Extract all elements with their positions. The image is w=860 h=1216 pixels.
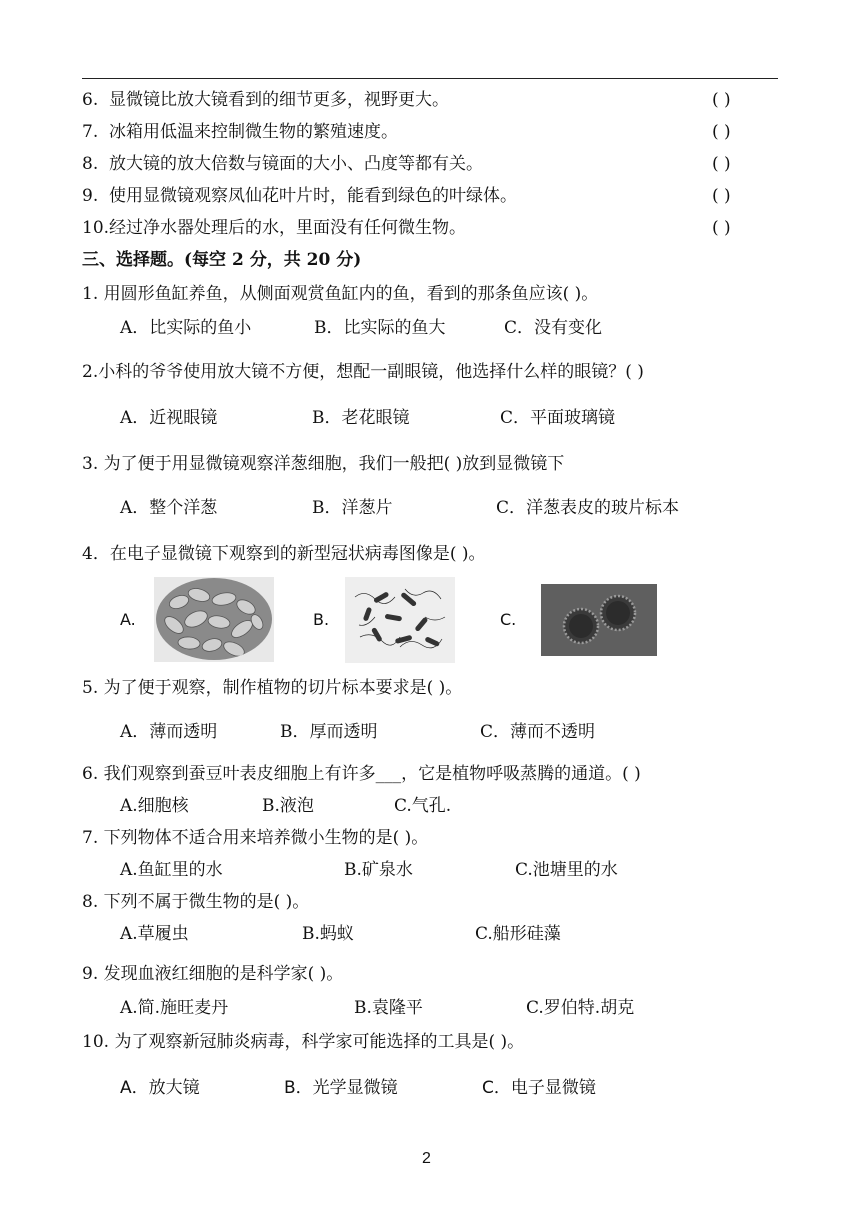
- option-a[interactable]: A.简.施旺麦丹: [120, 998, 229, 1018]
- option-b[interactable]: B.液泡: [262, 796, 314, 816]
- option-b[interactable]: B．洋葱片: [312, 498, 393, 518]
- answer-paren[interactable]: ( ): [712, 218, 731, 238]
- bacteria-micrograph-image: [154, 577, 274, 662]
- page-number: 2: [422, 1150, 431, 1167]
- option-b[interactable]: B．光学显微镜: [284, 1078, 398, 1098]
- option-a[interactable]: A.: [120, 610, 136, 629]
- question-7: 7. 下列物体不适合用来培养微小生物的是( )。: [82, 828, 429, 848]
- question-8: 8. 下列不属于微生物的是( )。: [82, 892, 310, 912]
- question-4: 4．在电子显微镜下观察到的新型冠状病毒图像是( )。: [82, 544, 486, 564]
- question-3: 3. 为了便于用显微镜观察洋葱细胞，我们一般把( )放到显微镜下: [82, 454, 565, 474]
- question-9: 9. 发现血液红细胞的是科学家( )。: [82, 964, 344, 984]
- option-c[interactable]: C．洋葱表皮的玻片标本: [496, 498, 680, 518]
- option-c[interactable]: C.船形硅藻: [475, 924, 561, 944]
- option-a[interactable]: A.鱼缸里的水: [120, 860, 223, 880]
- option-c[interactable]: C．电子显微镜: [482, 1078, 596, 1098]
- judgement-item-7: 7. 冰箱用低温来控制微生物的繁殖速度。: [82, 122, 399, 142]
- option-c[interactable]: C．平面玻璃镜: [500, 408, 616, 428]
- option-c[interactable]: C．薄而不透明: [480, 722, 596, 742]
- option-b[interactable]: B.蚂蚁: [302, 924, 354, 944]
- header-rule: [82, 78, 778, 79]
- coronavirus-micrograph-image: [541, 584, 657, 656]
- option-a[interactable]: A．近视眼镜: [120, 408, 218, 428]
- judgement-item-9: 9. 使用显微镜观察凤仙花叶片时，能看到绿色的叶绿体。: [82, 186, 518, 206]
- option-a[interactable]: A．比实际的鱼小: [120, 318, 252, 338]
- bacteria-flagella-image: [345, 577, 455, 663]
- option-b[interactable]: B．比实际的鱼大: [314, 318, 446, 338]
- question-2: 2.小科的爷爷使用放大镜不方便，想配一副眼镜，他选择什么样的眼镜？( ): [82, 362, 644, 382]
- option-c[interactable]: C.: [500, 610, 517, 629]
- option-b[interactable]: B.矿泉水: [344, 860, 413, 880]
- answer-paren[interactable]: ( ): [712, 90, 731, 110]
- option-b[interactable]: B．厚而透明: [280, 722, 378, 742]
- judgement-item-8: 8. 放大镜的放大倍数与镜面的大小、凸度等都有关。: [82, 154, 484, 174]
- option-a[interactable]: A．放大镜: [120, 1078, 200, 1098]
- option-a[interactable]: A.草履虫: [120, 924, 189, 944]
- option-a[interactable]: A．整个洋葱: [120, 498, 218, 518]
- question-6: 6. 我们观察到蚕豆叶表皮细胞上有许多___，它是植物呼吸蒸腾的通道。( ): [82, 764, 641, 784]
- option-a[interactable]: A．薄而透明: [120, 722, 218, 742]
- option-c[interactable]: C.罗伯特.胡克: [526, 998, 635, 1018]
- option-a[interactable]: A.细胞核: [120, 796, 189, 816]
- question-10: 10. 为了观察新冠肺炎病毒，科学家可能选择的工具是( )。: [82, 1032, 525, 1052]
- answer-paren[interactable]: ( ): [712, 122, 731, 142]
- option-c[interactable]: C.池塘里的水: [515, 860, 618, 880]
- answer-paren[interactable]: ( ): [712, 154, 731, 174]
- section-title: 三、选择题。(每空 2 分，共 20 分): [82, 250, 362, 270]
- option-b[interactable]: B.袁隆平: [354, 998, 423, 1018]
- answer-paren[interactable]: ( ): [712, 186, 731, 206]
- judgement-item-10: 10.经过净水器处理后的水，里面没有任何微生物。: [82, 218, 467, 238]
- option-b[interactable]: B．老花眼镜: [312, 408, 410, 428]
- option-c[interactable]: C.气孔.: [394, 796, 452, 816]
- option-c[interactable]: C．没有变化: [504, 318, 603, 338]
- option-b[interactable]: B.: [313, 610, 330, 629]
- question-1: 1. 用圆形鱼缸养鱼，从侧面观赏鱼缸内的鱼，看到的那条鱼应该( )。: [82, 284, 599, 304]
- judgement-item-6: 6. 显微镜比放大镜看到的细节更多，视野更大。: [82, 90, 450, 110]
- question-5: 5. 为了便于观察，制作植物的切片标本要求是( )。: [82, 678, 463, 698]
